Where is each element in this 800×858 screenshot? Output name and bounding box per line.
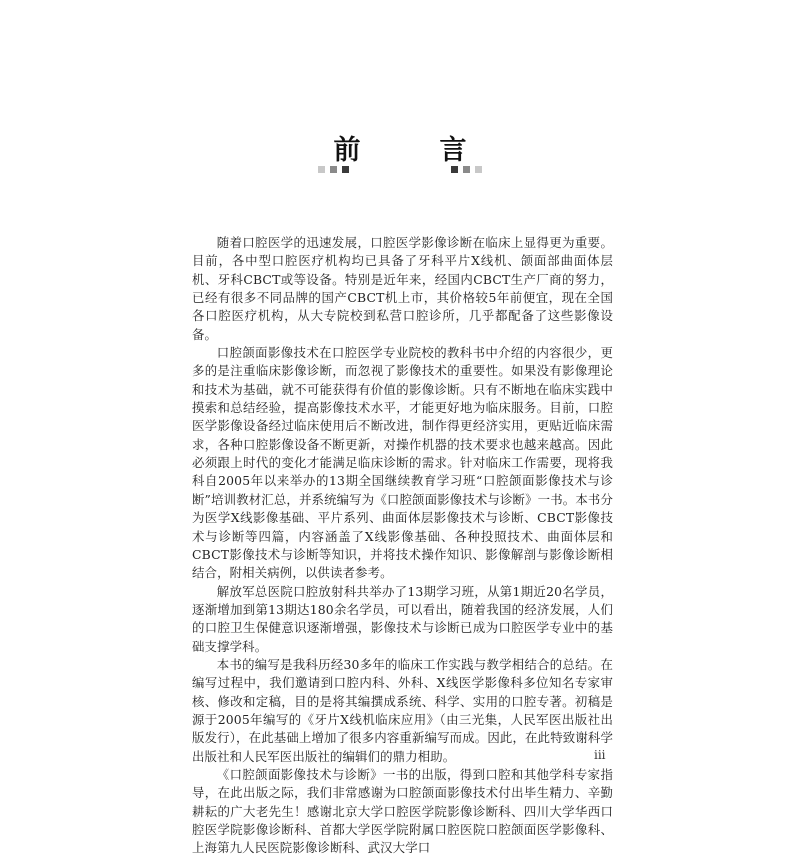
page-number: iii: [594, 748, 606, 762]
paragraph: 口腔颌面影像技术在口腔医学专业院校的教科书中介绍的内容很少，更多的是注重临床影像诊断，而忽视了影像技术的重要性。如果没有影像理论和技术为基础，就不可能获得有价值的影像诊断。只有不断地在临床实践中摸索和总结经验，提高影像技术水平，才能更好地为临床服务。目前，口腔医学影像设备经过临床使用后不断改进，制作得更经济实用，更贴近临床需求，各种口腔影像设备不断更新，对操作机器的技术要求也越来越高。因此必须跟上时代的变化才能满足临床诊断的需求。针对临床工作需要，现将我科自2005年以来举办的13期全国继续教育学习班“口腔颌面影像技术与诊断”培训教材汇总，并系统编写为《口腔颌面影像技术与诊断》一书。本书分为医学X线影像基础、平片系列、曲面体层影像技术与诊断、CBCT影像技术与诊断等四篇，内容涵盖了X线影像基础、各种投照技术、曲面体层和CBCT影像技术与诊断等知识，并将技术操作知识、影像解剖与影像诊断相结合，附相关病例，以供读者参考。: [192, 345, 613, 581]
ornament-square: [342, 166, 349, 173]
paragraph: 本书的编写是我科历经30多年的临床工作实践与教学相结合的总结。在编写过程中，我们邀请到口腔内科、外科、X线医学影像科多位知名专家审核、修改和定稿，目的是将其编撰成系统、科学、实用的口腔专著。初稿是源于2005年编写的《牙片X线机临床应用》（由三光集，人民军医出版社出版发行），在此基础上增加了很多内容重新编写而成。因此，在此特致谢科学出版社和人民军医出版社的编辑们的鼎力相助。: [192, 656, 613, 764]
ornament-square: [475, 166, 482, 173]
paragraph: 随着口腔医学的迅速发展，口腔医学影像诊断在临床上显得更为重要。目前，各中型口腔医疗机构均已具备了牙科平片X线机、颌面部曲面体层机、牙科CBCT或等设备。特别是近年来，经国内CBCT生产厂商的努力，已经有很多不同品牌的国产CBCT机上市，其价格较5年前便宜，现在全国各口腔医疗机构，从大专院校到私营口腔诊所，几乎都配备了这些影像设备。: [192, 235, 613, 342]
ornament-square: [330, 166, 337, 173]
paragraph: 解放军总医院口腔放射科共举办了13期学习班，从第1期近20名学员，逐渐增加到第13期达180余名学员，可以看出，随着我国的经济发展，人们的口腔卫生保健意识逐渐增强，影像技术与诊断已成为口腔医学专业中的基础支撑学科。: [192, 583, 613, 654]
ornament-square: [463, 166, 470, 173]
ornament-square: [451, 166, 458, 173]
paragraph: 《口腔颌面影像技术与诊断》一书的出版，得到口腔和其他学科专家指导，在此出版之际，我们非常感谢为口腔颌面影像技术付出毕生精力、辛勤耕耘的广大老先生！感谢北京大学口腔医学院影像诊断科、四川大学华西口腔医学院影像诊断科、首都大学医学院附属口腔医院口腔颌面医学影像科、上海第九人民医院影像诊断科、武汉大学口: [192, 766, 613, 856]
preface-body: [192, 234, 613, 858]
page-title: 前 言: [333, 135, 493, 166]
title-ornament: [300, 166, 500, 174]
ornament-square: [318, 166, 325, 173]
